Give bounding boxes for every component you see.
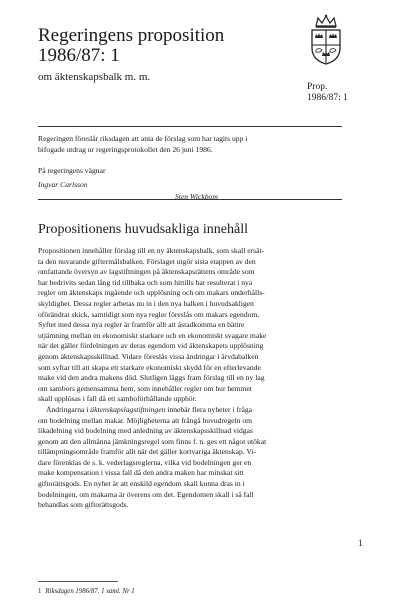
para2-italic-term: äktenskapslagstiftningen bbox=[90, 404, 166, 414]
body-line: make vid den andra makens död. Slutligen läggs fram förslag till en ny lag bbox=[38, 373, 265, 383]
body-line: Propositionen innehåller förslag till en ny äktenskapsbalk, som skall ersät- bbox=[38, 246, 265, 255]
body-line: Syftet med dessa nya regler är framför allt att åstadkomma en bättre bbox=[38, 320, 245, 330]
prop-ref-number: 1986/87: 1 bbox=[307, 93, 348, 103]
body-line: omfattande översyn av lagstiftningen på äktenskapsrättens område som bbox=[38, 267, 255, 277]
body-line: make kompensation i vissa fall då den andra maken har minskat sitt bbox=[38, 468, 244, 478]
footnote bbox=[38, 587, 135, 596]
body-line: om bodelning mellan makar. Möjligheterna att frångå huvudregeln om bbox=[38, 415, 253, 425]
body-line: tillämpningsområde framför allt när det gäller kortvariga äktenskap. Vi- bbox=[38, 447, 257, 457]
body-line: genom att den allmänna jämkningsregel som finns f. n. ges ett något utökat bbox=[38, 436, 267, 446]
body-text bbox=[38, 246, 342, 511]
title-line-2: 1986/87: 1 bbox=[38, 45, 120, 66]
footnote-number: 1 bbox=[38, 588, 42, 595]
page-number: 1 bbox=[358, 538, 363, 548]
body-line: skyldighet. Dessa regler arbetas nu in i den nya balken i huvudsakligen bbox=[38, 298, 254, 308]
body-line: oförändrat skick, samtidigt som nya regler föreslås om makars egendom. bbox=[38, 309, 260, 319]
intro-line-1: Regeringen föreslår riksdagen att anta de förslag som har tagits upp i bbox=[38, 134, 248, 143]
document-title bbox=[38, 26, 278, 66]
body-line: ta den nuvarande giftermålsbalken. Förslaget utgör sista etappen av den bbox=[38, 256, 256, 266]
body-line: skall upplösas i fall då ett samboförhållande upphör. bbox=[38, 394, 197, 404]
body-line: giftorättsgods. En nyhet är att enskild egendom skall kunna dras in i bbox=[38, 479, 245, 489]
body-line: genom äktenskapsskillnad. Vidare föreslås vissa ändringar i ärvdabalken bbox=[38, 351, 259, 361]
signature-minister: Sten Wickbom bbox=[175, 192, 218, 201]
para2-end: innebär flera nyheter i fråga bbox=[165, 404, 253, 414]
body-line: utjämning mellan en ekonomiskt starkare och en ekonomiskt svagare make bbox=[38, 330, 267, 340]
on-behalf-text: På regeringens vägnar bbox=[38, 166, 106, 175]
body-line: om sambors gemensamma hem, som innehåller regler om hur hemmet bbox=[38, 383, 252, 393]
coat-of-arms-icon bbox=[304, 14, 348, 66]
prop-ref-label: Prop. bbox=[307, 82, 328, 92]
proposition-reference bbox=[307, 82, 387, 104]
body-line: när det gäller fördelningen av deras egendom vid äktenskapets upplösning bbox=[38, 341, 264, 351]
para2-start: Ändringarna i bbox=[46, 404, 91, 414]
footnote-divider bbox=[38, 581, 118, 582]
intro-paragraph bbox=[38, 133, 342, 155]
body-line: likadelning vid bodelning med anledning av äktenskapsskillnad vidgas bbox=[38, 426, 253, 436]
document-subtitle: om äktenskapsbalk m. m. bbox=[38, 71, 151, 83]
section-heading: Propositionens huvudsakliga innehåll bbox=[38, 222, 248, 237]
footnote-text: Riksdagen 1986/87. 1 saml. Nr 1 bbox=[45, 588, 135, 595]
divider-top bbox=[38, 126, 342, 127]
body-line: som syftar till att skapa ett starkare ekonomiskt skydd för en efterlevande bbox=[38, 362, 261, 372]
body-line: dare förenklas de s. k. vederlagsreglerna, vilka vid bodelningen ger en bbox=[38, 457, 252, 467]
body-line: regler om äktenskaps ingående och upplösning och om makars underhålls- bbox=[38, 288, 265, 298]
paragraph-2-first-line bbox=[38, 405, 342, 416]
divider-bottom bbox=[38, 199, 342, 200]
signature-prime-minister: Ingvar Carlsson bbox=[38, 180, 88, 189]
body-line: bodelningen, om makarna är överens om det. Egendomen skall i så fall bbox=[38, 489, 254, 499]
body-line: har bedrivits sedan lång tid tillbaka och som hittills har resulterat i nya bbox=[38, 277, 253, 287]
intro-line-2: bifogade utdrag ur regeringsprotokollet den 26 juni 1986. bbox=[38, 145, 213, 154]
body-line: behandlas som giftorättsgods. bbox=[38, 500, 129, 510]
title-line-1: Regeringens proposition bbox=[38, 25, 225, 46]
